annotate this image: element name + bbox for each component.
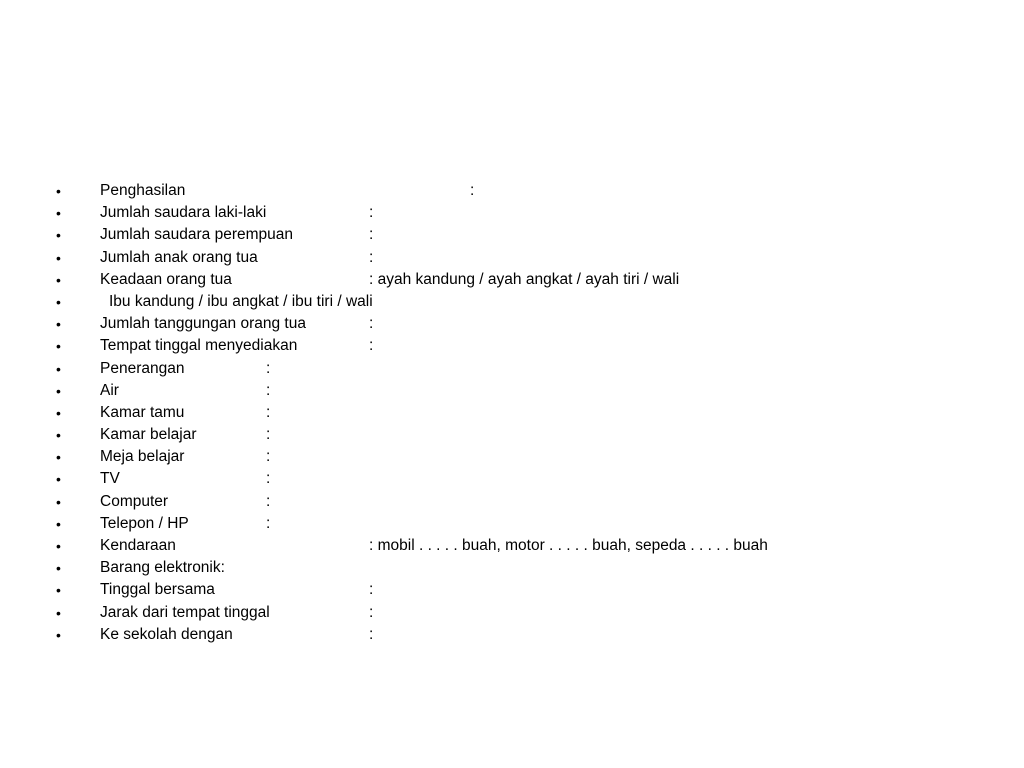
item-label: Kamar belajar xyxy=(100,426,197,444)
bullet-icon: • xyxy=(56,626,61,643)
item-label: Kendaraan xyxy=(100,537,176,554)
item-label: Jumlah saudara laki-laki xyxy=(100,204,267,222)
bullet-icon: • xyxy=(56,427,61,444)
item-value: : xyxy=(369,248,374,266)
item-value: : xyxy=(266,492,271,510)
item-value: : mobil . . . . . buah, motor . . . . . buah, sepeda . . . . . buah xyxy=(369,537,768,554)
bullet-icon: • xyxy=(56,515,61,532)
item-label: Jarak dari tempat tinggal xyxy=(100,603,270,621)
item-label: Meja belajar xyxy=(100,448,185,466)
bullet-icon: • xyxy=(56,316,61,333)
bullet-icon: • xyxy=(56,493,61,510)
item-label: Tinggal bersama xyxy=(100,581,215,599)
item-value: : xyxy=(369,581,374,599)
bullet-icon: • xyxy=(56,271,61,288)
item-label: Ibu kandung / ibu angkat / ibu tiri / wali xyxy=(109,292,373,310)
item-label: Air xyxy=(100,381,119,399)
bullet-icon: • xyxy=(56,382,61,399)
bullet-icon: • xyxy=(56,471,61,488)
item-label: Keadaan orang tua xyxy=(100,270,232,288)
bullet-icon: • xyxy=(56,360,61,377)
item-label: Ke sekolah dengan xyxy=(100,625,233,643)
bullet-icon: • xyxy=(56,227,61,244)
item-value: : xyxy=(470,182,475,199)
item-value: : xyxy=(266,448,271,466)
item-value: : xyxy=(369,603,374,621)
bullet-icon: • xyxy=(56,604,61,621)
bullet-icon: • xyxy=(56,560,61,577)
item-label: Jumlah saudara perempuan xyxy=(100,226,294,244)
bullet-icon: • xyxy=(56,404,61,421)
bullet-icon: • xyxy=(56,449,61,466)
item-label: Jumlah tanggungan orang tua xyxy=(100,315,306,333)
bullet-icon: • xyxy=(56,582,61,599)
item-value: : xyxy=(369,315,374,333)
item-label: Penerangan xyxy=(100,359,185,377)
item-label: Penghasilan xyxy=(100,182,186,199)
bullet-icon: • xyxy=(56,293,61,310)
item-label: Telepon / HP xyxy=(100,514,189,532)
item-value: : xyxy=(369,204,374,222)
bullet-icon: • xyxy=(56,183,61,199)
item-value: : ayah kandung / ayah angkat / ayah tiri / wali xyxy=(369,270,680,288)
item-value: : xyxy=(266,381,271,399)
bullet-icon: • xyxy=(56,205,61,222)
item-value: : xyxy=(369,226,374,244)
item-label: Tempat tinggal menyediakan xyxy=(100,337,298,355)
item-value: : xyxy=(369,337,374,355)
item-value: : xyxy=(266,403,271,421)
item-label: Kamar tamu xyxy=(100,403,185,421)
item-label: Barang elektronik: xyxy=(100,559,225,577)
bullet-icon: • xyxy=(56,338,61,355)
item-value: : xyxy=(369,625,374,643)
bullet-icon: • xyxy=(56,538,61,554)
item-value: : xyxy=(266,426,271,444)
bullet-icon: • xyxy=(56,249,61,266)
item-label: Jumlah anak orang tua xyxy=(100,248,258,266)
item-label: TV xyxy=(100,470,120,488)
item-value: : xyxy=(266,514,271,532)
item-value: : xyxy=(266,359,271,377)
item-label: Computer xyxy=(100,492,169,510)
item-value: : xyxy=(266,470,271,488)
